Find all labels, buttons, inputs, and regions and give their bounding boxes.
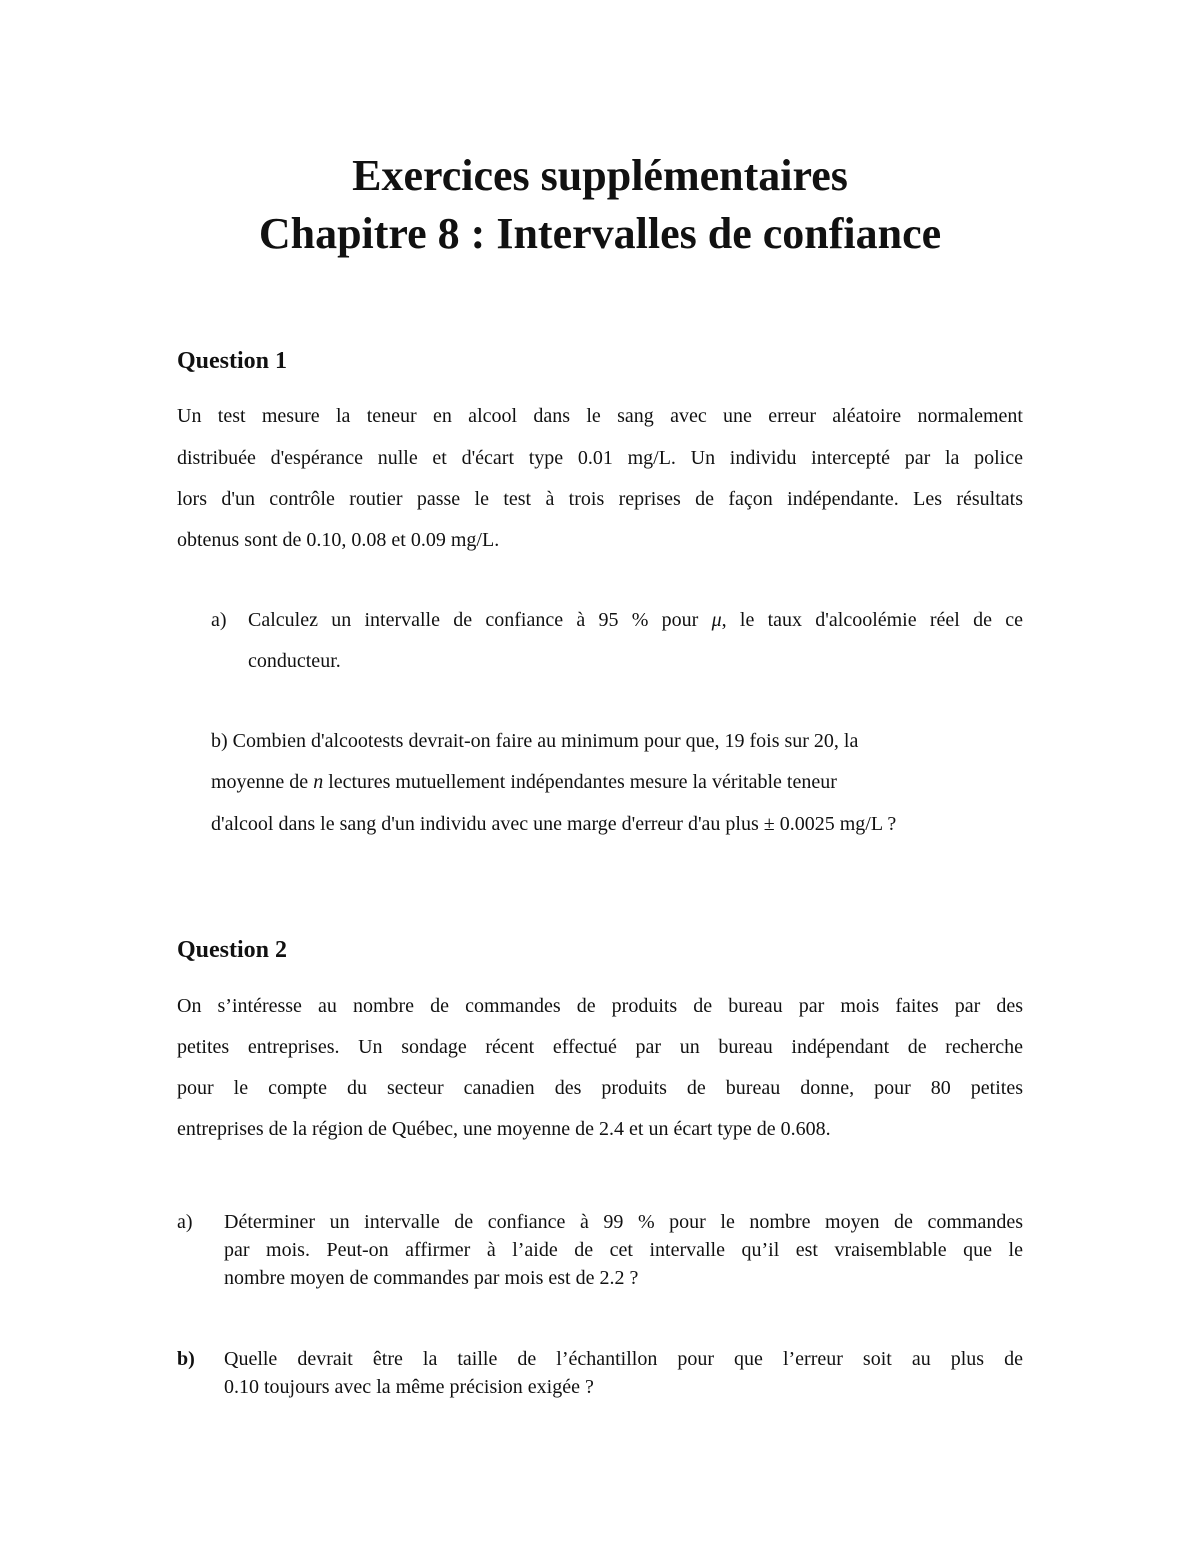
question-1-text-line: lors d'un contrôle routier passe le test à trois reprises de façon indépendante. Les résultats (177, 488, 1023, 510)
question-1-part-a-label: a) (211, 609, 227, 631)
question-2-part-a-label: a) (177, 1211, 193, 1233)
question-2-text-line: pour le compte du secteur canadien des produits de bureau donne, pour 80 petites (177, 1077, 1023, 1099)
document-title-line-1: Exercices supplémentaires (352, 151, 848, 200)
question-2-text-line: petites entreprises. Un sondage récent effectué par un bureau indépendant de recherche (177, 1036, 1023, 1058)
question-2-part-b-line: 0.10 toujours avec la même précision exigée ? (224, 1376, 594, 1398)
question-2-heading: Question 2 (177, 937, 288, 963)
question-2-part-a-line: nombre moyen de commandes par mois est de 2.2 ? (224, 1267, 639, 1289)
question-1-part-b-line: d'alcool dans le sang d'un individu avec une marge d'erreur d'au plus ± 0.0025 mg/L ? (211, 813, 897, 835)
question-1-part-a-line: conducteur. (248, 650, 341, 672)
question-1-part-a-line: Calculez un intervalle de confiance à 95 % pour μ, le taux d'alcoolémie réel de ce (248, 609, 1023, 631)
question-1-part-b-line: b) Combien d'alcootests devrait-on faire au minimum pour que, 19 fois sur 20, la (211, 730, 859, 752)
question-1-heading: Question 1 (177, 348, 288, 374)
question-2-part-a-line: Déterminer un intervalle de confiance à 99 % pour le nombre moyen de commandes (224, 1211, 1023, 1233)
question-2-part-a-line: par mois. Peut-on affirmer à l’aide de cet intervalle qu’il est vraisemblable que le (224, 1239, 1023, 1261)
question-2-text-line: On s’intéresse au nombre de commandes de produits de bureau par mois faites par des (177, 995, 1023, 1017)
question-1-text-line: obtenus sont de 0.10, 0.08 et 0.09 mg/L. (177, 529, 500, 551)
question-1-part-b-line: moyenne de n lectures mutuellement indépendantes mesure la véritable teneur (211, 771, 837, 793)
n-symbol: n (313, 771, 324, 793)
question-2-part-b-label: b) (177, 1348, 195, 1370)
document-title-line-2: Chapitre 8 : Intervalles de confiance (258, 209, 942, 258)
question-1-text-line: distribuée d'espérance nulle et d'écart type 0.01 mg/L. Un individu intercepté par la police (177, 447, 1023, 469)
question-1-text-line: Un test mesure la teneur en alcool dans le sang avec une erreur aléatoire normalement (177, 405, 1023, 427)
mu-symbol: μ (711, 609, 722, 631)
question-2-part-b-line: Quelle devrait être la taille de l’échantillon pour que l’erreur soit au plus de (224, 1348, 1023, 1370)
question-2-text-line: entreprises de la région de Québec, une moyenne de 2.4 et un écart type de 0.608. (177, 1118, 831, 1140)
